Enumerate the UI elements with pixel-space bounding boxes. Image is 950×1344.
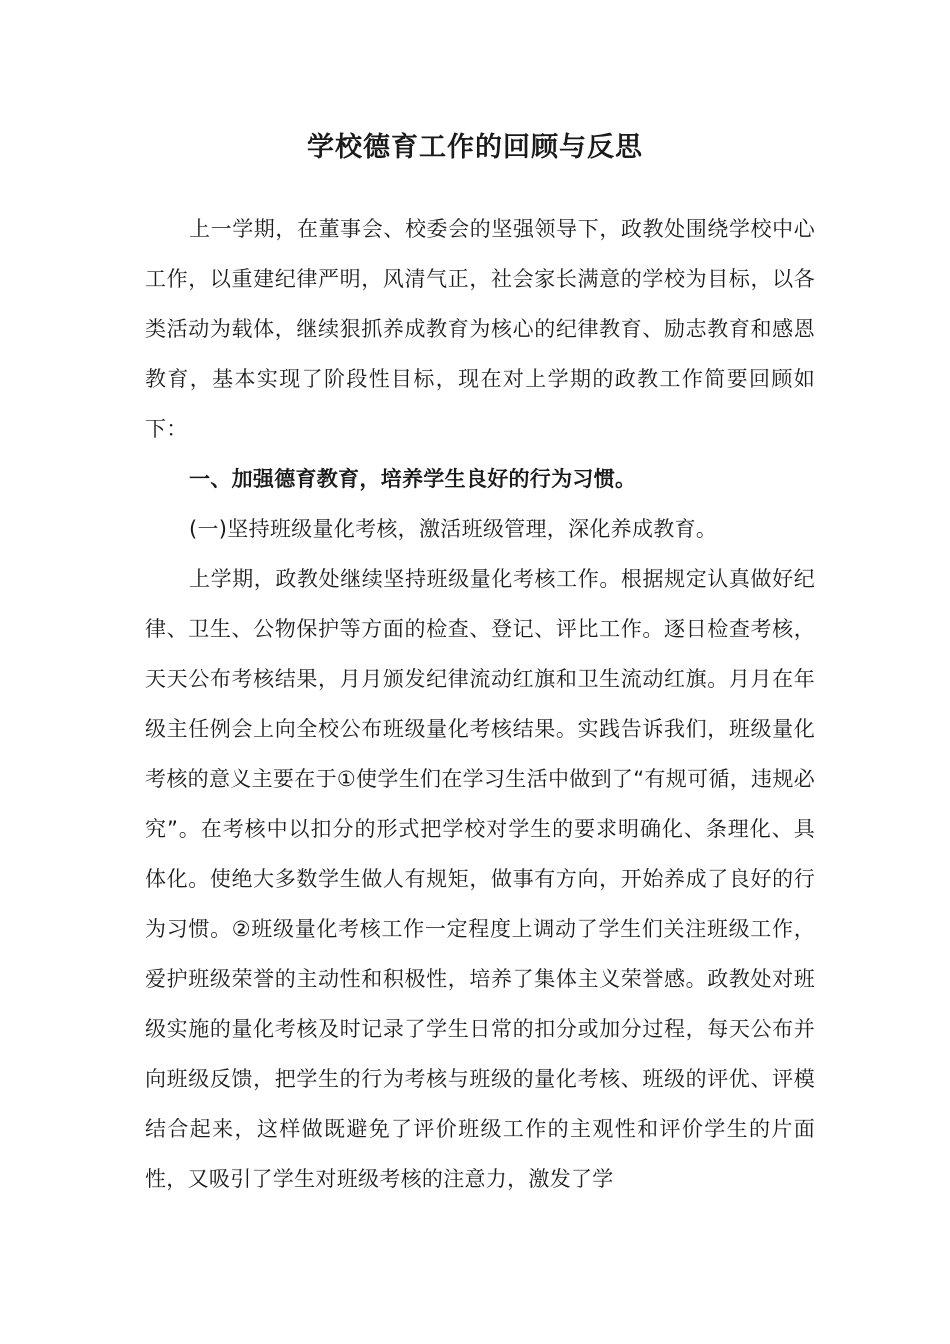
intro-paragraph: 上一学期，在董事会、校委会的坚强领导下，政教处围绕学校中心工作，以重建纪律严明，风清气正，社会家长满意的学校为目标，以各类活动为载体，继续狠抓养成教育为核心的纪律教育、励志教育和感恩教育，基本实现了阶段性目标，现在对上学期的政教工作简要回顾如下： [145,217,815,441]
document-body [145,204,815,1204]
subsection-heading: (一)坚持班级量化考核，激活班级管理，深化养成教育。 [189,517,718,541]
document-title: 学校德育工作的回顾与反思 [307,132,643,163]
section-heading: 一、加强德育教育，培养学生良好的行为习惯。 [189,467,637,491]
subsection-body-paragraph: 上学期，政教处继续坚持班级量化考核工作。根据规定认真做好纪律、卫生、公物保护等方面的检查、登记、评比工作。逐日检查考核，天天公布考核结果，月月颁发纪律流动红旗和卫生流动红旗。月月在年级主任例会上向全校公布班级量化考核结果。实践告诉我们，班级量化考核的意义主要在于①使学生们在学习生活中做到了“有规可循，违规必究”。在考核中以扣分的形式把学校对学生的要求明确化、条理化、具体化。使绝大多数学生做人有规矩，做事有方向，开始养成了良好的行为习惯。②班级量化考核工作一定程度上调动了学生们关注班级工作，爱护班级荣誉的主动性和积极性，培养了集体主义荣誉感。政教处对班级实施的量化考核及时记录了学生日常的扣分或加分过程，每天公布并向班级反馈，把学生的行为考核与班级的量化考核、班级的评优、评模结合起来，这样做既避免了评价班级工作的主观性和评价学生的片面性，又吸引了学生对班级考核的注意力，激发了学 [145,567,815,1191]
